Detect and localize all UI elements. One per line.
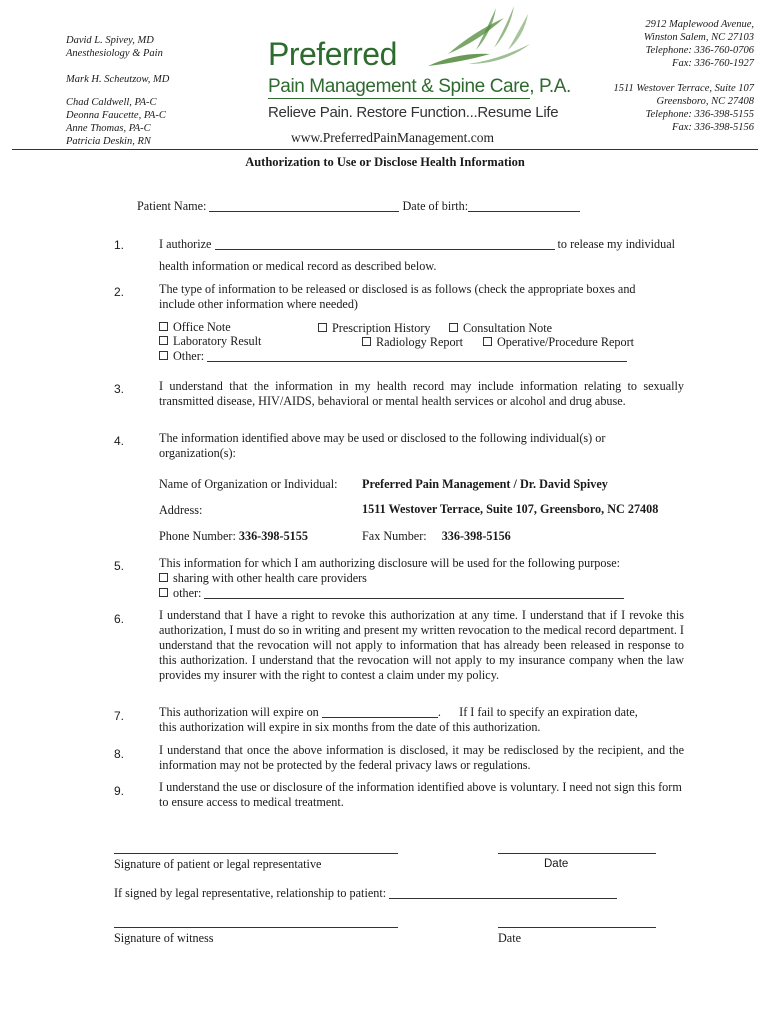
address-line: 2912 Maplewood Avenue, bbox=[645, 19, 754, 30]
logo-tagline: Relieve Pain. Restore Function...Resume Life bbox=[268, 104, 559, 121]
item-4-text: The information identified above may be used or disclosed to the following individual(s) or organization(s): bbox=[159, 431, 606, 460]
office-note-label: Office Note bbox=[173, 320, 231, 334]
item-number: 7. bbox=[114, 709, 125, 723]
witness-signature-label: Signature of witness bbox=[114, 931, 214, 945]
logo-subtitle: Pain Management & Spine Care, P.A. bbox=[268, 76, 571, 97]
physician-list-2 bbox=[66, 73, 169, 86]
item-number: 2. bbox=[114, 285, 125, 299]
item-9-text: I understand the use or disclosure of the information identified above is voluntary. I need not sign this form to ensure access to medical treatment. bbox=[159, 780, 682, 809]
consultation-label: Consultation Note bbox=[463, 321, 553, 335]
header-left-line: Anesthesiology & Pain bbox=[66, 48, 163, 59]
expiration-date-field[interactable] bbox=[322, 705, 438, 718]
recipient-name-value: Preferred Pain Management / Dr. David Spivey bbox=[362, 477, 608, 491]
patient-signature-field[interactable] bbox=[114, 853, 398, 854]
item-6-text: I understand that I have a right to revoke this authorization at any time. I understand that if I revoke this authorization, I must do so in writing and present my written revocation to the medical record department. I understand that the revocation will not apply to information that has already been released in response to this authorization. I understand that the revocation will not apply to my insurance company when the law provides my insurer with the right to contest a claim under my policy. bbox=[159, 608, 684, 682]
prescription-label: Prescription History bbox=[332, 321, 431, 335]
witness-date-field[interactable] bbox=[498, 927, 656, 928]
office-note-option[interactable] bbox=[159, 320, 231, 335]
item-number: 4. bbox=[114, 434, 125, 448]
recipient-name-label: Name of Organization or Individual: bbox=[159, 477, 338, 491]
item-number: 9. bbox=[114, 784, 125, 798]
operative-option[interactable] bbox=[483, 335, 634, 350]
date-label: Date bbox=[544, 858, 569, 870]
other-info-option[interactable] bbox=[159, 349, 627, 364]
staff-list bbox=[66, 96, 166, 148]
radiology-option[interactable] bbox=[362, 335, 463, 350]
address-line: Fax: 336-398-5156 bbox=[672, 122, 754, 133]
date-field[interactable] bbox=[498, 853, 656, 854]
purpose-sharing-option[interactable] bbox=[159, 571, 367, 586]
fax-value: 336-398-5156 bbox=[441, 529, 511, 543]
address-line: Telephone: 336-398-5155 bbox=[645, 109, 754, 120]
relationship-label: If signed by legal representative, relationship to patient: bbox=[114, 886, 387, 900]
operative-label: Operative/Procedure Report bbox=[497, 335, 635, 349]
recipient-phone-line bbox=[159, 529, 308, 544]
form-title: Authorization to Use or Disclose Health Information bbox=[245, 155, 525, 169]
address-line: Winston Salem, NC 27103 bbox=[643, 32, 754, 43]
patient-signature-label: Signature of patient or legal representative bbox=[114, 857, 322, 871]
item-7-line1 bbox=[159, 705, 638, 720]
item-number: 1. bbox=[114, 238, 125, 252]
item-2-text: The type of information to be released or disclosed is as follows (check the appropriate boxes and include other information where needed) bbox=[159, 282, 636, 311]
prescription-option[interactable] bbox=[318, 321, 431, 336]
physician-list bbox=[66, 34, 163, 60]
fax-label: Fax Number: bbox=[362, 529, 427, 543]
item-7-line2: this authorization will expire in six months from the date of this authorization. bbox=[159, 720, 541, 734]
other-info-label: Other: bbox=[173, 349, 205, 363]
item-8-text: I understand that once the above information is disclosed, it may be redisclosed by the recipient, and the information may not be protected by the federal privacy laws or regulations. bbox=[159, 743, 684, 772]
header-left-line: Chad Caldwell, PA-C bbox=[66, 97, 157, 108]
item-5-text: This information for which I am authorizing disclosure will be used for the following purpose: bbox=[159, 556, 620, 570]
leaf-logo-icon bbox=[418, 4, 538, 74]
header-left-line: Anne Thomas, PA-C bbox=[66, 123, 151, 134]
checkbox[interactable] bbox=[362, 337, 371, 346]
authorize-field[interactable] bbox=[215, 237, 555, 250]
relationship-field[interactable] bbox=[389, 886, 617, 899]
checkbox[interactable] bbox=[318, 323, 327, 332]
checkbox[interactable] bbox=[483, 337, 492, 346]
item-1-pre: I authorize bbox=[159, 237, 212, 251]
logo-wordmark: Preferred bbox=[268, 36, 397, 72]
item-1-line2: health information or medical record as described below. bbox=[159, 259, 437, 273]
dob-label: Date of birth: bbox=[402, 199, 469, 213]
item-number: 5. bbox=[114, 559, 125, 573]
office-address-greensboro bbox=[534, 82, 754, 134]
checkbox[interactable] bbox=[159, 351, 168, 360]
website-link[interactable]: www.PreferredPainManagement.com bbox=[291, 130, 495, 145]
checkbox[interactable] bbox=[449, 323, 458, 332]
dob-field[interactable] bbox=[468, 199, 580, 212]
address-line: 1511 Westover Terrace, Suite 107 bbox=[613, 83, 754, 94]
checkbox[interactable] bbox=[159, 588, 168, 597]
header-left-line: Mark H. Scheutzow, MD bbox=[66, 74, 170, 85]
purpose-other-field[interactable] bbox=[204, 586, 624, 599]
patient-name-field[interactable] bbox=[209, 199, 399, 212]
relationship-line bbox=[114, 886, 617, 901]
checkbox[interactable] bbox=[159, 573, 168, 582]
recipient-address-label: Address: bbox=[159, 503, 203, 517]
purpose-other-label: other: bbox=[173, 586, 202, 600]
header-left-line: David L. Spivey, MD bbox=[66, 35, 154, 46]
checkbox[interactable] bbox=[159, 322, 168, 331]
recipient-address-value: 1511 Westover Terrace, Suite 107, Greensboro, NC 27408 bbox=[362, 502, 659, 516]
item-1-line1 bbox=[159, 237, 675, 252]
header-left-line: Deonna Faucette, PA-C bbox=[66, 110, 166, 121]
other-info-field[interactable] bbox=[207, 349, 627, 362]
item-number: 6. bbox=[114, 612, 125, 626]
checkbox[interactable] bbox=[159, 336, 168, 345]
patient-line bbox=[137, 199, 580, 214]
phone-value: 336-398-5155 bbox=[238, 529, 308, 543]
recipient-fax-line bbox=[362, 529, 511, 544]
header-left-line: Patricia Deskin, RN bbox=[66, 136, 151, 147]
address-line: Fax: 336-760-1927 bbox=[672, 58, 754, 69]
item-7-post: . If I fail to specify an expiration date, bbox=[437, 705, 638, 719]
item-7-pre: This authorization will expire on bbox=[159, 705, 319, 719]
witness-date-label: Date bbox=[498, 931, 522, 945]
purpose-other-option[interactable] bbox=[159, 586, 624, 601]
item-3-text: I understand that the information in my health record may include information relating to sexually transmitted disease, HIV/AIDS, behavioral or mental health services or alcohol and drug abuse. bbox=[159, 379, 684, 408]
patient-name-label: Patient Name: bbox=[137, 199, 207, 213]
header-divider bbox=[12, 149, 758, 150]
item-number: 3. bbox=[114, 382, 125, 396]
lab-result-option[interactable] bbox=[159, 334, 261, 349]
item-1-post: to release my individual bbox=[557, 237, 675, 251]
address-line: Greensboro, NC 27408 bbox=[656, 96, 754, 107]
phone-label: Phone Number: bbox=[159, 529, 236, 543]
radiology-label: Radiology Report bbox=[376, 335, 463, 349]
address-line: Telephone: 336-760-0706 bbox=[645, 45, 754, 56]
witness-signature-field[interactable] bbox=[114, 927, 398, 928]
lab-result-label: Laboratory Result bbox=[173, 334, 262, 348]
logo-underline bbox=[268, 98, 530, 99]
item-number: 8. bbox=[114, 747, 125, 761]
office-address-winston bbox=[534, 18, 754, 70]
consultation-option[interactable] bbox=[449, 321, 552, 336]
purpose-sharing-label: sharing with other health care providers bbox=[173, 571, 367, 585]
